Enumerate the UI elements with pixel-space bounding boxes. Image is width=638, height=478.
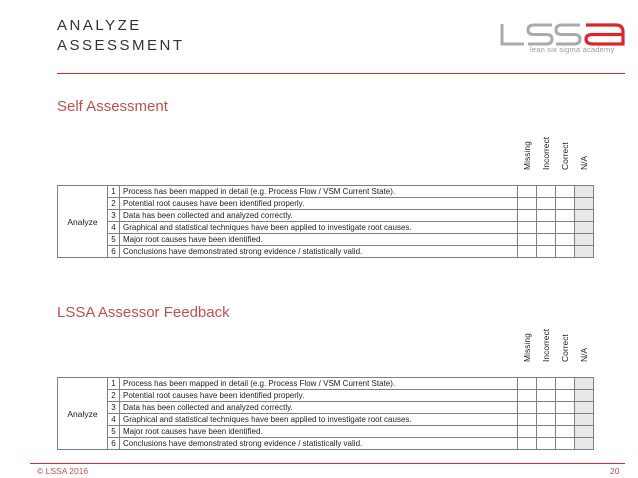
checkbox-correct[interactable] bbox=[556, 186, 575, 198]
checkbox-missing[interactable] bbox=[518, 198, 537, 210]
column-header-na: N/A bbox=[579, 347, 589, 362]
copyright: © LSSA 2016 bbox=[37, 466, 89, 476]
checkbox-missing[interactable] bbox=[518, 246, 537, 258]
checkbox-correct[interactable] bbox=[556, 426, 575, 438]
checkbox-correct[interactable] bbox=[556, 198, 575, 210]
checkbox-missing[interactable] bbox=[518, 390, 537, 402]
page-title-line1: ANALYZE bbox=[57, 17, 142, 34]
checkbox-incorrect[interactable] bbox=[537, 186, 556, 198]
lssa-logo bbox=[500, 16, 625, 62]
checkbox-missing[interactable] bbox=[518, 426, 537, 438]
assessor-feedback-table bbox=[57, 377, 594, 450]
header-divider bbox=[57, 73, 625, 74]
row-number: 3 bbox=[108, 210, 120, 222]
page-number: 20 bbox=[610, 466, 620, 476]
checkbox-missing[interactable] bbox=[518, 438, 537, 450]
checkbox-incorrect[interactable] bbox=[537, 390, 556, 402]
checkbox-missing[interactable] bbox=[518, 210, 537, 222]
self-assessment-title: Self Assessment bbox=[57, 98, 168, 115]
checkbox-incorrect[interactable] bbox=[537, 222, 556, 234]
row-number: 1 bbox=[108, 378, 120, 390]
logo-tagline: lean six sigma academy bbox=[530, 45, 615, 54]
checkbox-missing[interactable] bbox=[518, 222, 537, 234]
row-number: 3 bbox=[108, 402, 120, 414]
checkbox-correct[interactable] bbox=[556, 246, 575, 258]
row-number: 5 bbox=[108, 234, 120, 246]
table-row bbox=[58, 426, 594, 438]
table-row bbox=[58, 198, 594, 210]
criterion-text: Potential root causes have been identified properly. bbox=[120, 390, 518, 402]
row-number: 2 bbox=[108, 198, 120, 210]
criterion-text: Conclusions have demonstrated strong evidence / statistically valid. bbox=[120, 246, 518, 258]
checkbox-na[interactable] bbox=[575, 390, 594, 402]
table-row bbox=[58, 246, 594, 258]
criterion-text: Graphical and statistical techniques have been applied to investigate root causes. bbox=[120, 222, 518, 234]
checkbox-incorrect[interactable] bbox=[537, 246, 556, 258]
table-row bbox=[58, 234, 594, 246]
table-row bbox=[58, 210, 594, 222]
table-row bbox=[58, 390, 594, 402]
criterion-text: Conclusions have demonstrated strong evidence / statistically valid. bbox=[120, 438, 518, 450]
checkbox-na[interactable] bbox=[575, 210, 594, 222]
criterion-text: Data has been collected and analyzed correctly. bbox=[120, 402, 518, 414]
table-row bbox=[58, 186, 594, 198]
checkbox-na[interactable] bbox=[575, 438, 594, 450]
checkbox-na[interactable] bbox=[575, 378, 594, 390]
category-label: Analyze bbox=[58, 186, 108, 258]
column-header-missing: Missing bbox=[522, 333, 532, 362]
checkbox-na[interactable] bbox=[575, 402, 594, 414]
criterion-text: Data has been collected and analyzed correctly. bbox=[120, 210, 518, 222]
checkbox-missing[interactable] bbox=[518, 402, 537, 414]
page-title-line2: ASSESSMENT bbox=[57, 37, 185, 54]
criterion-text: Potential root causes have been identified properly. bbox=[120, 198, 518, 210]
checkbox-incorrect[interactable] bbox=[537, 402, 556, 414]
checkbox-correct[interactable] bbox=[556, 438, 575, 450]
checkbox-incorrect[interactable] bbox=[537, 438, 556, 450]
row-number: 5 bbox=[108, 426, 120, 438]
row-number: 2 bbox=[108, 390, 120, 402]
checkbox-correct[interactable] bbox=[556, 414, 575, 426]
row-number: 6 bbox=[108, 246, 120, 258]
column-header-incorrect: Incorrect bbox=[541, 328, 551, 362]
checkbox-incorrect[interactable] bbox=[537, 426, 556, 438]
checkbox-missing[interactable] bbox=[518, 414, 537, 426]
table-row bbox=[58, 222, 594, 234]
assessor-feedback-title: LSSA Assessor Feedback bbox=[57, 304, 230, 321]
checkbox-correct[interactable] bbox=[556, 234, 575, 246]
checkbox-na[interactable] bbox=[575, 222, 594, 234]
category-label: Analyze bbox=[58, 378, 108, 450]
criterion-text: Process has been mapped in detail (e.g. Process Flow / VSM Current State). bbox=[120, 186, 518, 198]
row-number: 6 bbox=[108, 438, 120, 450]
self-assessment-table bbox=[57, 185, 594, 258]
column-header-incorrect: Incorrect bbox=[541, 136, 551, 170]
checkbox-na[interactable] bbox=[575, 186, 594, 198]
row-number: 4 bbox=[108, 222, 120, 234]
criterion-text: Major root causes have been identified. bbox=[120, 234, 518, 246]
checkbox-correct[interactable] bbox=[556, 402, 575, 414]
row-number: 1 bbox=[108, 186, 120, 198]
page-title bbox=[57, 16, 185, 56]
column-header-correct: Correct bbox=[560, 334, 570, 362]
row-number: 4 bbox=[108, 414, 120, 426]
checkbox-missing[interactable] bbox=[518, 378, 537, 390]
checkbox-incorrect[interactable] bbox=[537, 210, 556, 222]
checkbox-na[interactable] bbox=[575, 426, 594, 438]
checkbox-correct[interactable] bbox=[556, 222, 575, 234]
checkbox-missing[interactable] bbox=[518, 234, 537, 246]
column-header-na: N/A bbox=[579, 155, 589, 170]
checkbox-missing[interactable] bbox=[518, 186, 537, 198]
criterion-text: Major root causes have been identified. bbox=[120, 426, 518, 438]
table-row bbox=[58, 402, 594, 414]
checkbox-incorrect[interactable] bbox=[537, 378, 556, 390]
table-row bbox=[58, 378, 594, 390]
checkbox-na[interactable] bbox=[575, 234, 594, 246]
checkbox-correct[interactable] bbox=[556, 378, 575, 390]
checkbox-incorrect[interactable] bbox=[537, 198, 556, 210]
checkbox-na[interactable] bbox=[575, 414, 594, 426]
footer-divider bbox=[30, 463, 625, 464]
criterion-text: Process has been mapped in detail (e.g. Process Flow / VSM Current State). bbox=[120, 378, 518, 390]
table-row bbox=[58, 414, 594, 426]
checkbox-correct[interactable] bbox=[556, 210, 575, 222]
table-row bbox=[58, 438, 594, 450]
checkbox-na[interactable] bbox=[575, 246, 594, 258]
checkbox-na[interactable] bbox=[575, 198, 594, 210]
criterion-text: Graphical and statistical techniques have been applied to investigate root causes. bbox=[120, 414, 518, 426]
checkbox-correct[interactable] bbox=[556, 390, 575, 402]
checkbox-incorrect[interactable] bbox=[537, 414, 556, 426]
column-header-missing: Missing bbox=[522, 141, 532, 170]
checkbox-incorrect[interactable] bbox=[537, 234, 556, 246]
column-header-correct: Correct bbox=[560, 142, 570, 170]
